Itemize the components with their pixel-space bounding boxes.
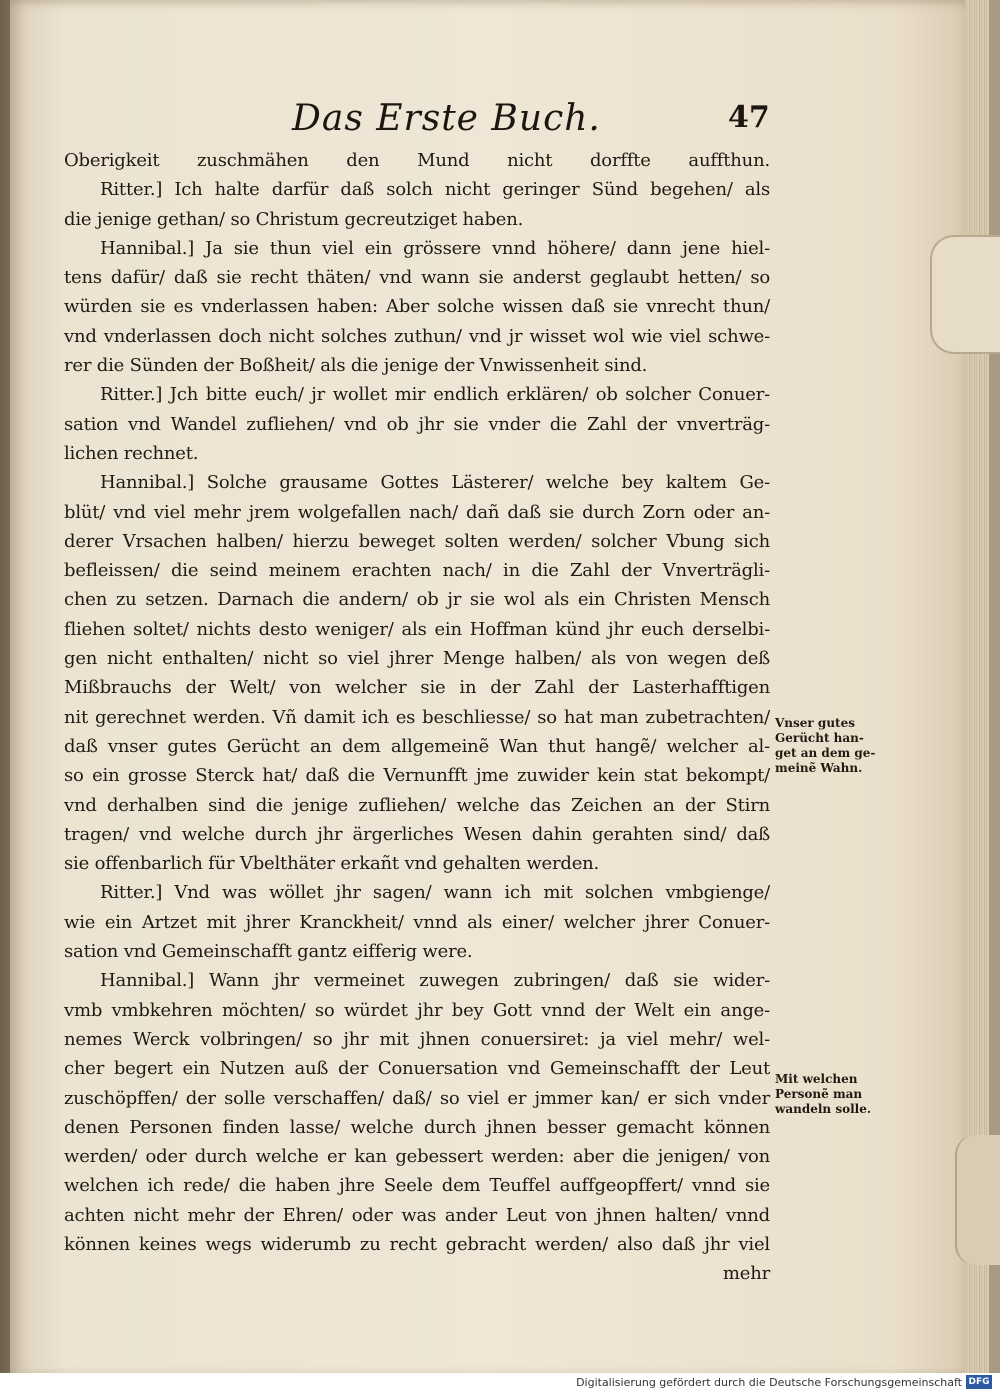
- body-text: [64, 146, 770, 1289]
- text-line: fliehen soltet/ nichts desto weniger/ als ein Hoffman künd jhr euch derselbi-: [64, 618, 770, 640]
- page-header: [280, 98, 780, 148]
- dfg-logo: DFG: [966, 1375, 992, 1389]
- text-line: nit gerechnet werden. Vñ damit ich es beschliesse/ so hat man zubetrachten/: [64, 706, 770, 728]
- text-line: vmb vmbkehren möchten/ so würdet jhr bey Gott vnnd der Welt ein ange-: [64, 999, 770, 1021]
- text-line: denen Personen finden lasse/ welche durch jhnen besser gemacht können: [64, 1116, 770, 1138]
- text-line: welchen ich rede/ die haben jhre Seele dem Teuffel auffgeopffert/ vnnd sie: [64, 1175, 770, 1197]
- marginal-note: [775, 716, 875, 776]
- text-line: können keines wegs widerumb zu recht gebracht werden/ also daß jhr viel: [64, 1233, 770, 1255]
- marginal-line: Mit welchen: [775, 1072, 858, 1086]
- marginal-line: Vnser gutes: [775, 716, 855, 730]
- text-line: würden sie es vnderlassen haben: Aber solche wissen daß sie vnrecht thun/: [64, 296, 770, 318]
- text-line: die jenige gethan/ so Christum gecreutziget haben.: [64, 208, 524, 230]
- page-number: 47: [728, 100, 770, 135]
- page-tab: [930, 235, 1000, 354]
- text-line: vnd derhalben sind die jenige zufliehen/ welche das Zeichen an der Stirn: [64, 794, 770, 816]
- text-line: Oberigkeit zuschmähen den Mund nicht dorffte auffthun.: [64, 150, 770, 171]
- text-line: vnd vnderlassen doch nicht solches zuthun/ vnd jr wisset wol wie viel schwe-: [64, 325, 770, 347]
- text-line: zuschöpffen/ der solle verschaffen/ daß/ so viel er jmmer kan/ er sich vnder: [64, 1087, 770, 1109]
- marginal-line: get an dem ge-: [775, 746, 876, 760]
- text-line: achten nicht mehr der Ehren/ oder was ander Leut von jhnen halten/ vnnd: [64, 1204, 770, 1226]
- text-line: sation vnd Gemeinschafft gantz eifferig were.: [64, 941, 473, 963]
- text-line: sie offenbarlich für Vbelthäter erkañt vnd gehalten werden.: [64, 853, 600, 875]
- text-line: Mißbrauchs der Welt/ von welcher sie in der Zahl der Lasterhafftigen: [64, 677, 770, 699]
- text-line: Hannibal.] Solche grausame Gottes Lästerer/ welche bey kaltem Ge-: [100, 472, 770, 494]
- text-line: cher begert ein Nutzen auß der Conuersation vnd Gemeinschafft der Leut: [64, 1058, 770, 1080]
- marginal-line: meinẽ Wahn.: [775, 761, 863, 775]
- running-head: Das Erste Buch.: [292, 98, 601, 139]
- footer-bar: [0, 1373, 1000, 1393]
- catchword: mehr: [722, 1263, 770, 1285]
- text-line: derer Vrsachen halben/ hierzu beweget solten werden/ solcher Vbung sich: [64, 530, 770, 552]
- text-line: nemes Werck volbringen/ so jhr mit jhnen conuersiret: ja viel mehr/ wel-: [64, 1028, 770, 1050]
- page-tab-lower: [955, 1135, 1000, 1265]
- funding-credit: Digitalisierung gefördert durch die Deutsche Forschungsgemeinschaft: [576, 1376, 962, 1389]
- text-line: befleissen/ die seind meinem erachten nach/ in die Zahl der Vnverträgli-: [64, 560, 770, 582]
- text-line: gen nicht enthalten/ nicht so viel jhrer Menge halben/ als von wegen deß: [64, 648, 770, 670]
- text-line: werden/ oder durch welche er kan gebessert werden: aber die jenigen/ von: [64, 1146, 770, 1168]
- text-line: Ritter.] Jch bitte euch/ jr wollet mir endlich erklären/ ob solcher Conuer-: [100, 384, 770, 406]
- text-line: blüt/ vnd viel mehr jrem wolgefallen nach/ dañ daß sie durch Zorn oder an-: [64, 501, 770, 523]
- text-line: Ritter.] Ich halte darfür daß solch nicht geringer Sünd begehen/ als: [100, 179, 770, 201]
- text-line: daß vnser gutes Gerücht an dem allgemeinẽ Wan thut hangẽ/ welcher al-: [64, 735, 770, 757]
- text-line: Hannibal.] Wann jhr vermeinet zuwegen zubringen/ daß sie wider-: [100, 970, 770, 992]
- text-line: chen zu setzen. Darnach die andern/ ob jr sie wol als ein Christen Mensch: [64, 589, 770, 611]
- text-line: so ein grosse Sterck hat/ daß die Vernunfft jme zuwider kein stat bekompt/: [64, 765, 770, 787]
- text-line: rer die Sünden der Boßheit/ als die jenige der Vnwissenheit sind.: [64, 355, 648, 377]
- text-line: tens dafür/ daß sie recht thäten/ vnd wann sie anderst geglaubt hetten/ so: [64, 267, 770, 289]
- marginal-line: Personẽ man: [775, 1087, 863, 1101]
- text-line: tragen/ vnd welche durch jhr ärgerliches Wesen dahin gerahten sind/ daß: [64, 823, 770, 845]
- text-line: sation vnd Wandel zufliehen/ vnd ob jhr sie vnder die Zahl der vnverträg-: [64, 413, 770, 435]
- marginal-line: wandeln solle.: [775, 1102, 872, 1116]
- text-line: Ritter.] Vnd was wöllet jhr sagen/ wann ich mit solchen vmbgienge/: [100, 882, 770, 904]
- marginal-line: Gerücht han-: [775, 731, 864, 745]
- text-line: lichen rechnet.: [64, 442, 199, 464]
- marginal-note: [775, 1072, 875, 1117]
- text-line: Hannibal.] Ja sie thun viel ein grössere vnnd höhere/ dann jene hiel-: [100, 237, 770, 259]
- text-line: wie ein Artzet mit jhrer Kranckheit/ vnnd als einer/ welcher jhrer Conuer-: [64, 911, 770, 933]
